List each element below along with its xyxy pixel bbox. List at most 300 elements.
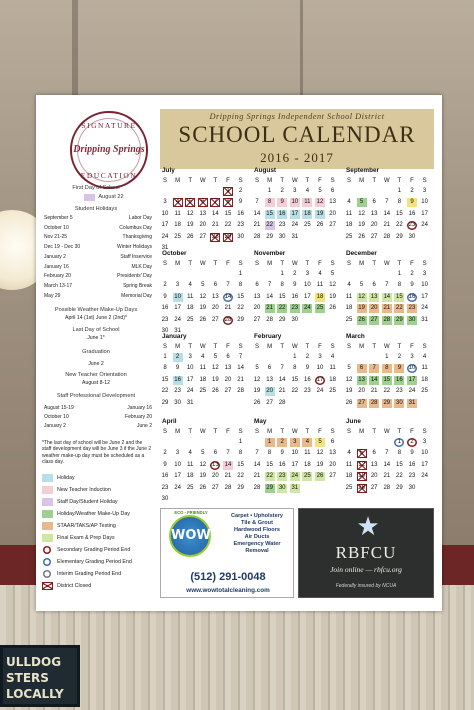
day-cell: 19 — [329, 293, 336, 300]
day-cell: 9 — [277, 198, 287, 207]
weekday-label: F — [318, 261, 322, 267]
weekday-label: M — [267, 429, 273, 435]
day-cell: 21 — [212, 222, 219, 229]
day-cell: 1 — [267, 188, 272, 194]
legend-label: Holiday — [57, 475, 75, 481]
graduation-label: Graduation — [82, 349, 110, 355]
day-cell: 7 — [267, 282, 272, 289]
day-cell: 19 — [345, 388, 353, 395]
day-cell: 23 — [396, 388, 403, 395]
day-cell: 7 — [280, 365, 284, 372]
day-cell: 9 — [293, 282, 297, 289]
legend-swatch — [42, 534, 53, 542]
day-cell: 17 — [408, 376, 416, 383]
month-august — [252, 167, 342, 257]
weekday-label: S — [330, 178, 335, 184]
weekday-label: S — [162, 429, 167, 435]
day-cell: 8 — [397, 199, 402, 206]
calendar-header — [160, 109, 434, 169]
day-cell: 17 — [304, 293, 311, 300]
day-cell: 6 — [226, 354, 230, 360]
wow-services-list — [221, 513, 293, 555]
legend-item — [42, 522, 154, 530]
weekday-label: F — [410, 261, 414, 267]
day-cell: 6 — [372, 282, 376, 289]
day-cell: 4 — [302, 438, 312, 447]
day-cell: 23 — [408, 305, 416, 312]
weekday-label: S — [422, 344, 427, 350]
weekday-label: W — [291, 344, 298, 350]
day-cell: 14 — [370, 376, 378, 383]
day-cell: 12 — [253, 376, 261, 383]
holiday-date: October 10 — [44, 224, 69, 231]
weekday-label: S — [422, 261, 427, 267]
day-cell: 24 — [408, 388, 416, 395]
month-june — [344, 418, 434, 508]
day-cell: 15 — [396, 293, 403, 300]
day-cell: 5 — [201, 450, 205, 457]
day-cell: 29 — [383, 399, 391, 406]
weekday-label: F — [226, 429, 230, 435]
weekday-label: M — [359, 261, 365, 267]
day-cell: 27 — [199, 233, 207, 240]
day-cell: 26 — [316, 473, 324, 480]
holiday-name: Columbus Day — [119, 224, 152, 231]
day-cell: 20 — [212, 473, 219, 480]
day-cell: 31 — [161, 245, 169, 251]
day-cell: 18 — [304, 210, 311, 217]
legend-label: Holiday/Weather Make-Up Day — [57, 511, 130, 517]
day-cell: 20 — [253, 305, 261, 312]
day-cell: 27 — [212, 316, 219, 323]
day-cell: 19 — [253, 388, 261, 395]
day-cell: 10 — [316, 365, 324, 372]
legend-label: Secondary Grading Period End — [57, 547, 131, 553]
holiday-date: May 29 — [44, 292, 61, 299]
day-cell: 8 — [238, 282, 243, 289]
holiday-name: Staff Inservice — [120, 253, 152, 260]
day-cell: 1 — [397, 188, 402, 194]
wow-service-line: Carpet • Upholstery — [230, 513, 283, 519]
holiday-row — [44, 244, 152, 251]
day-cell: 19 — [199, 473, 207, 480]
day-cell: 17 — [291, 461, 299, 468]
weekday-label: S — [346, 178, 351, 184]
day-cell: 4 — [347, 450, 351, 457]
day-cell: 28 — [383, 233, 391, 240]
day-cell: 20 — [212, 305, 219, 312]
day-cell: 13 — [329, 199, 336, 206]
weekday-label: M — [359, 429, 365, 435]
day-cell: 9 — [163, 293, 167, 300]
day-cell: 8 — [293, 365, 297, 372]
day-cell: 18 — [345, 222, 353, 229]
day-cell: 12 — [199, 293, 207, 300]
bulldog-sign — [0, 645, 80, 707]
day-cell: 25 — [186, 316, 194, 323]
day-cell: 16 — [291, 293, 299, 300]
day-cell: 15 — [224, 210, 232, 217]
day-cell: 19 — [358, 473, 365, 480]
holiday-row — [44, 264, 152, 271]
day-cell: 3 — [422, 271, 427, 277]
weekday-label: T — [305, 178, 310, 184]
weekday-label: F — [410, 429, 414, 435]
day-cell: 13 — [329, 450, 336, 457]
weekday-label: T — [188, 261, 193, 267]
day-cell: 10 — [421, 199, 428, 206]
holiday-date: Dec 19 - Dec 30 — [44, 244, 81, 251]
day-cell: 15 — [237, 461, 244, 468]
wow-service-line: Tile & Grout — [241, 520, 273, 526]
legend-item — [42, 558, 154, 566]
month-january — [160, 333, 250, 423]
weekday-label: W — [383, 344, 390, 350]
holiday-date: February 20 — [44, 273, 71, 280]
day-cell: 31 — [186, 399, 194, 406]
day-cell: 30 — [174, 399, 181, 406]
day-cell: 19 — [186, 222, 194, 229]
weekday-label: F — [226, 344, 230, 350]
weekday-label: S — [422, 429, 427, 435]
day-cell: 30 — [408, 233, 416, 240]
day-cell: 30 — [161, 328, 169, 334]
day-cell: 28 — [383, 316, 391, 323]
day-cell: 26 — [358, 484, 365, 491]
day-cell: 26 — [212, 388, 219, 395]
weekday-label: F — [226, 178, 230, 184]
legend-swatch — [42, 522, 53, 530]
day-cell: 12 — [358, 293, 365, 300]
weekday-label: W — [383, 261, 390, 267]
day-cell: 18 — [186, 305, 194, 312]
day-cell: 17 — [174, 473, 181, 480]
weekday-label: T — [280, 344, 285, 350]
day-cell: 21 — [224, 305, 232, 312]
day-cell: 24 — [174, 316, 181, 323]
staff-pd-date: January 16 — [127, 405, 152, 411]
weekday-label: S — [422, 178, 427, 184]
day-cell: 8 — [223, 198, 233, 207]
day-cell: 10 — [421, 282, 428, 289]
day-cell: 31 — [421, 316, 428, 323]
day-cell: 17 — [291, 210, 299, 217]
day-cell: 4 — [188, 450, 192, 457]
wow-service-line: Hardwood Floors — [234, 527, 280, 533]
last-day-label: Last Day of School — [72, 327, 120, 333]
day-cell: 21 — [383, 222, 391, 229]
day-cell: 30 — [291, 316, 299, 323]
weekday-label: M — [175, 429, 181, 435]
weekday-label: T — [280, 429, 285, 435]
day-cell: 30 — [396, 399, 403, 406]
day-cell: 24 — [316, 388, 324, 395]
month-name: February — [254, 333, 282, 340]
district-seal — [70, 111, 148, 189]
day-cell: 26 — [186, 233, 194, 240]
day-cell: 3 — [293, 188, 297, 194]
day-cell: 25 — [421, 388, 428, 395]
day-cell: 2 — [293, 271, 297, 277]
day-cell: 20 — [370, 222, 378, 229]
day-cell: 24 — [421, 473, 428, 480]
day-cell: 17 — [421, 293, 428, 300]
day-cell: 26 — [199, 484, 207, 491]
day-cell: 4 — [318, 271, 322, 277]
day-cell: 16 — [161, 473, 169, 480]
seal-top-text: SIGNATURE — [81, 121, 137, 130]
legend-label: Elementary Grading Period End — [57, 559, 132, 565]
day-cell: 8 — [397, 450, 402, 457]
weekday-label: T — [397, 178, 402, 184]
weekday-label: M — [359, 178, 365, 184]
day-cell: 9 — [280, 450, 284, 457]
day-cell: 29 — [266, 484, 273, 491]
day-cell: 9 — [238, 199, 243, 206]
day-cell: 16 — [408, 210, 416, 217]
day-cell: 11 — [345, 461, 353, 468]
day-cell: 21 — [266, 305, 273, 312]
day-cell: 31 — [291, 484, 299, 491]
day-cell: 14 — [253, 210, 261, 217]
day-cell: 4 — [305, 188, 310, 194]
day-cell: 10 — [408, 365, 416, 372]
weekday-label: S — [162, 344, 167, 350]
day-cell: 26 — [358, 233, 365, 240]
day-cell: 22 — [396, 473, 403, 480]
holiday-date: January 16 — [44, 263, 69, 270]
legend-circle-icon — [43, 546, 51, 554]
weekday-label: T — [280, 261, 285, 267]
day-cell: 12 — [186, 210, 194, 217]
holiday-name: Labor Day — [128, 215, 152, 221]
month-name: August — [254, 167, 277, 174]
day-cell: 14 — [253, 461, 261, 468]
day-cell: 28 — [212, 233, 219, 240]
day-cell: 28 — [224, 484, 232, 491]
day-cell: 16 — [396, 376, 403, 383]
day-cell: 10 — [161, 210, 169, 217]
day-cell: 25 — [186, 484, 194, 491]
legend-column — [36, 95, 156, 611]
holiday-name: Memorial Day — [121, 292, 152, 299]
day-cell: 19 — [358, 305, 365, 312]
day-cell: 19 — [316, 210, 324, 217]
day-cell: 9 — [163, 461, 167, 468]
weekday-label: W — [199, 429, 206, 435]
weekday-label: W — [291, 429, 298, 435]
day-cell: 26 — [253, 399, 261, 406]
month-name: May — [254, 418, 267, 425]
legend-item — [42, 474, 154, 482]
day-cell: 11 — [345, 210, 353, 217]
day-cell: 27 — [329, 222, 336, 229]
legend-item — [42, 534, 154, 542]
orientation-value: August 8-12 — [82, 380, 110, 386]
day-cell: 22 — [278, 305, 286, 312]
day-cell: 22 — [266, 473, 273, 480]
graduation-value: June 2 — [88, 361, 104, 367]
day-cell: 22 — [161, 388, 169, 395]
weekday-label: S — [330, 261, 335, 267]
staff-pd-row — [44, 405, 152, 412]
holiday-row — [44, 273, 152, 280]
day-cell: 22 — [383, 388, 391, 395]
weather-makeup-value: April 14 (1st) June 2 (2nd)* — [65, 315, 127, 321]
weekday-label: W — [199, 178, 206, 184]
weekday-label: F — [410, 178, 414, 184]
day-cell: 14 — [383, 210, 391, 217]
weekday-label: T — [213, 261, 218, 267]
day-cell: 25 — [304, 473, 311, 480]
legend-swatch — [42, 486, 53, 494]
day-cell: 23 — [278, 222, 286, 229]
day-cell: 6 — [330, 439, 335, 445]
day-cell: 1 — [293, 354, 297, 360]
day-cell: 13 — [370, 461, 378, 468]
day-cell: 3 — [422, 188, 427, 194]
wow-service-line: Air Ducts — [244, 534, 270, 540]
day-cell: 2 — [410, 188, 414, 194]
day-cell: 29 — [237, 316, 244, 323]
day-cell: 7 — [255, 450, 259, 457]
holiday-row — [44, 293, 152, 300]
day-cell: 10 — [291, 450, 299, 457]
day-cell: 22 — [237, 305, 244, 312]
holiday-row — [44, 215, 152, 222]
holiday-name: Thanksgiving — [122, 234, 152, 241]
weekday-label: S — [238, 344, 243, 350]
day-cell: 27 — [329, 473, 336, 480]
legend-label: Interim Grading Period End — [57, 571, 122, 577]
day-cell: 3 — [410, 354, 414, 360]
day-cell: 14 — [383, 461, 391, 468]
day-cell: 30 — [237, 233, 244, 240]
month-name: April — [162, 418, 177, 425]
day-cell: 8 — [397, 282, 402, 289]
day-cell: 25 — [316, 305, 324, 312]
day-cell: 2 — [397, 354, 402, 360]
day-cell: 23 — [408, 222, 416, 229]
day-cell: 20 — [370, 473, 378, 480]
weekday-label: T — [213, 344, 218, 350]
day-cell: 21 — [253, 473, 261, 480]
day-cell: 6 — [213, 450, 218, 457]
day-cell: 22 — [224, 222, 232, 229]
weekday-label: S — [254, 429, 259, 435]
day-cell: 11 — [187, 293, 194, 300]
legend-item — [42, 546, 154, 554]
day-cell: 18 — [316, 293, 324, 300]
weekday-label: T — [305, 261, 310, 267]
wow-service-line: Removal — [245, 548, 269, 554]
day-cell: 5 — [213, 354, 218, 360]
day-cell: 16 — [408, 461, 416, 468]
day-cell: 27 — [358, 399, 365, 406]
day-cell: 6 — [372, 450, 376, 457]
day-cell: 17 — [421, 210, 428, 217]
staff-pd-date: February 20 — [125, 414, 152, 420]
day-cell: 1 — [238, 271, 243, 277]
day-cell: 7 — [369, 364, 379, 373]
staff-pd-date: January 2 — [44, 423, 66, 429]
month-may — [252, 418, 342, 508]
holiday-date: March 13-17 — [44, 282, 73, 289]
day-cell: 25 — [345, 484, 353, 491]
day-cell: 28 — [224, 316, 232, 323]
day-cell: 27 — [266, 399, 273, 406]
day-cell: 15 — [278, 293, 286, 300]
day-cell: 25 — [174, 233, 181, 240]
day-cell: 20 — [370, 305, 378, 312]
student-holidays-label: Student Holidays — [74, 206, 118, 212]
day-cell: 5 — [347, 365, 351, 372]
day-cell: 1 — [163, 354, 167, 360]
day-cell: 29 — [224, 233, 232, 240]
weekday-label: M — [267, 178, 273, 184]
day-cell: 3 — [290, 438, 300, 447]
staff-pd-row — [44, 423, 152, 430]
weekday-label: F — [318, 429, 322, 435]
weekday-label: M — [267, 344, 273, 350]
legend-swatch — [42, 498, 53, 506]
day-cell: 7 — [255, 199, 259, 206]
day-cell: 14 — [212, 210, 219, 217]
weekday-label: W — [383, 429, 390, 435]
day-cell: 21 — [370, 388, 378, 395]
day-cell: 15 — [266, 210, 273, 217]
day-cell: 20 — [199, 222, 207, 229]
day-cell: 3 — [163, 199, 167, 206]
day-cell: 26 — [199, 316, 207, 323]
day-cell: 11 — [421, 365, 428, 372]
day-cell: 2 — [305, 354, 310, 360]
day-cell: 2 — [173, 353, 183, 362]
day-cell: 4 — [173, 198, 183, 207]
day-cell: 13 — [370, 293, 378, 300]
weekday-label: S — [238, 429, 243, 435]
weekday-label: F — [318, 178, 322, 184]
weekday-label: S — [238, 178, 243, 184]
day-cell: 17 — [316, 376, 324, 383]
day-cell: 20 — [329, 461, 336, 468]
weekday-label: W — [199, 261, 206, 267]
day-cell: 30 — [278, 484, 286, 491]
day-cell: 7 — [210, 198, 220, 207]
weekday-label: S — [330, 429, 335, 435]
rbfcu-name: RBFCU — [335, 543, 397, 562]
weekday-label: F — [226, 261, 230, 267]
day-cell: 22 — [237, 473, 244, 480]
day-cell: 2 — [410, 271, 414, 277]
day-cell: 1 — [265, 438, 275, 447]
day-cell: 28 — [383, 484, 391, 491]
day-cell: 25 — [304, 222, 311, 229]
staff-pd-date: August 15-19 — [44, 405, 74, 411]
day-cell: 14 — [224, 461, 232, 468]
day-cell: 2 — [238, 188, 243, 194]
day-cell: 25 — [329, 388, 336, 395]
day-cell: 21 — [278, 388, 286, 395]
weekday-label: S — [162, 261, 167, 267]
day-cell: 9 — [394, 364, 404, 373]
day-cell: 24 — [291, 473, 299, 480]
holiday-name: MLK Day — [131, 263, 152, 270]
school-year: 2016 - 2017 — [260, 150, 334, 165]
staff-pd-row — [44, 414, 152, 421]
day-cell: 19 — [199, 305, 207, 312]
legend-circle-icon — [43, 558, 51, 566]
